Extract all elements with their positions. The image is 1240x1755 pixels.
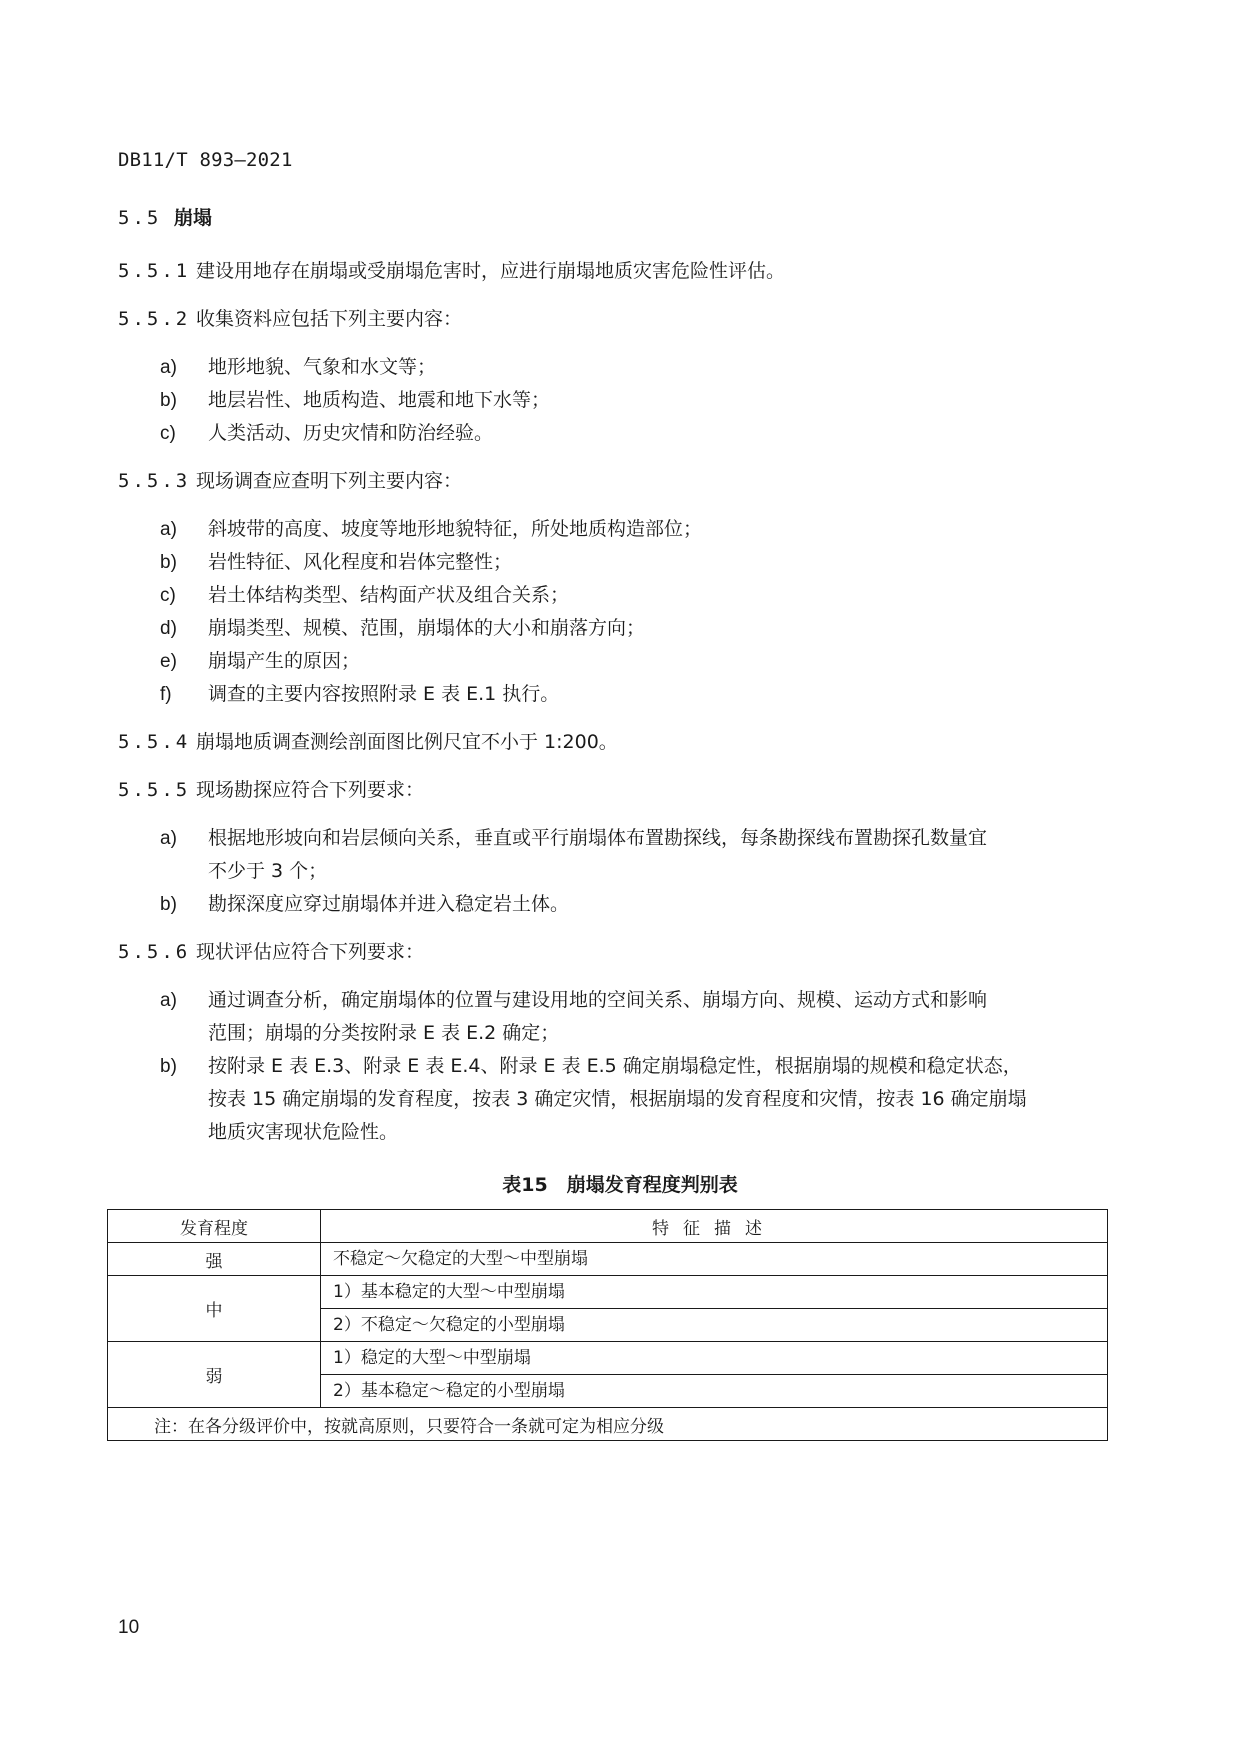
- list-item: [160, 385, 550, 412]
- description-line: 1）基本稳定的大型～中型崩塌: [321, 1276, 1107, 1309]
- level-cell: 强: [108, 1243, 321, 1276]
- page-number: 10: [118, 1617, 140, 1638]
- clause-5-5-2: [118, 304, 462, 331]
- description-cell: [321, 1276, 1108, 1342]
- clause-text: 现场调查应查明下列主要内容：: [196, 470, 463, 492]
- clause-number: 5.5.5: [118, 779, 191, 801]
- document-id: DB11/T 893—2021: [118, 149, 293, 171]
- item-text: 根据地形坡向和岩层倾向关系，垂直或平行崩塌体布置勘探线，每条勘探线布置勘探孔数量宜: [208, 827, 988, 849]
- section-title: 崩塌: [174, 207, 213, 229]
- table-note: 注：在各分级评价中，按就高原则，只要符合一条就可定为相应分级: [108, 1408, 1108, 1441]
- item-text: 崩塌类型、规模、范围，崩塌体的大小和崩落方向；: [208, 617, 646, 639]
- item-label: a): [160, 828, 177, 849]
- description-cell: [321, 1342, 1108, 1408]
- list-item: [160, 679, 559, 706]
- clause-number: 5.5.3: [118, 470, 191, 492]
- clause-number: 5.5.1: [118, 260, 191, 282]
- item-label: d): [160, 618, 177, 639]
- development-degree-table: [107, 1209, 1108, 1441]
- clause-5-5-4: [118, 727, 618, 754]
- item-label: a): [160, 519, 177, 540]
- clause-text: 建设用地存在崩塌或受崩塌危害时，应进行崩塌地质灾害危险性评估。: [196, 260, 786, 282]
- item-text: 岩土体结构类型、结构面产状及组合关系；: [208, 584, 570, 606]
- table-note-row: [108, 1408, 1108, 1441]
- list-item: [160, 514, 702, 541]
- item-text: 地形地貌、气象和水文等；: [208, 356, 437, 378]
- description-line: 1）稳定的大型～中型崩塌: [321, 1342, 1107, 1375]
- item-label: b): [160, 390, 177, 411]
- list-item: [160, 613, 645, 640]
- clause-text: 现状评估应符合下列要求：: [196, 941, 425, 963]
- item-text: 地层岩性、地质构造、地震和地下水等；: [208, 389, 551, 411]
- clause-5-5-5: [118, 775, 424, 802]
- item-text: 岩性特征、风化程度和岩体完整性；: [208, 551, 513, 573]
- clause-number: 5.5.2: [118, 308, 191, 330]
- item-label: a): [160, 990, 177, 1011]
- item-continuation: 按表 15 确定崩塌的发育程度，按表 3 确定灾情，根据崩塌的发育程度和灾情，按表 16 确定崩塌: [208, 1088, 1027, 1110]
- clause-number: 5.5.6: [118, 941, 191, 963]
- item-continuation: 范围；崩塌的分类按附录 E 表 E.2 确定；: [208, 1022, 560, 1044]
- list-item: [160, 985, 987, 1012]
- list-item: [160, 547, 512, 574]
- item-label: b): [160, 1056, 177, 1077]
- item-text: 崩塌产生的原因；: [208, 650, 361, 672]
- header-cell-level: 发育程度: [108, 1210, 321, 1243]
- item-continuation: 地质灾害现状危险性。: [208, 1121, 399, 1143]
- item-text: 按附录 E 表 E.3、附录 E 表 E.4、附录 E 表 E.5 确定崩塌稳定性，根据崩塌的规模和稳定状态，: [208, 1055, 1022, 1077]
- description-line: 2）不稳定～欠稳定的小型崩塌: [333, 1315, 565, 1335]
- list-item: [160, 1051, 1022, 1078]
- item-text: 通过调查分析，确定崩塌体的位置与建设用地的空间关系、崩塌方向、规模、运动方式和影响: [208, 989, 988, 1011]
- item-text: 人类活动、历史灾情和防治经验。: [208, 422, 494, 444]
- item-label: b): [160, 552, 177, 573]
- clause-number: 5.5.4: [118, 731, 191, 753]
- table-row: [108, 1276, 1108, 1342]
- clause-text: 现场勘探应符合下列要求：: [196, 779, 425, 801]
- list-item: [160, 580, 569, 607]
- item-label: c): [160, 423, 176, 444]
- clause-text: 崩塌地质调查测绘剖面图比例尺宜不小于 1:200。: [196, 731, 618, 753]
- section-number: 5.5: [118, 207, 162, 229]
- clause-5-5-3: [118, 466, 462, 493]
- level-cell: 弱: [108, 1342, 321, 1408]
- table-caption: 表15 崩塌发育程度判别表: [502, 1174, 738, 1196]
- description-cell: [321, 1243, 1108, 1276]
- list-item: [160, 646, 360, 673]
- section-heading: [118, 203, 212, 230]
- description-line: 2）基本稳定～稳定的小型崩塌: [333, 1381, 565, 1401]
- clause-text: 收集资料应包括下列主要内容：: [196, 308, 463, 330]
- list-item: [160, 889, 569, 916]
- item-text: 勘探深度应穿过崩塌体并进入稳定岩土体。: [208, 893, 570, 915]
- table-row: [108, 1243, 1108, 1276]
- list-item: [160, 418, 493, 445]
- item-text: 斜坡带的高度、坡度等地形地貌特征，所处地质构造部位；: [208, 518, 703, 540]
- list-item: [160, 823, 987, 850]
- item-label: c): [160, 585, 176, 606]
- item-text: 调查的主要内容按照附录 E 表 E.1 执行。: [208, 683, 560, 705]
- table-header-row: [108, 1210, 1108, 1243]
- item-label: e): [160, 651, 177, 672]
- item-label: b): [160, 894, 177, 915]
- list-item: [160, 352, 436, 379]
- level-cell: 中: [108, 1276, 321, 1342]
- item-label: f): [160, 684, 172, 705]
- table-row: [108, 1342, 1108, 1408]
- clause-5-5-6: [118, 937, 424, 964]
- item-continuation: 不少于 3 个；: [208, 860, 328, 882]
- clause-5-5-1: [118, 256, 785, 283]
- header-cell-description: 特征描述: [321, 1210, 1108, 1243]
- item-label: a): [160, 357, 177, 378]
- description-line: 不稳定～欠稳定的大型～中型崩塌: [333, 1249, 588, 1269]
